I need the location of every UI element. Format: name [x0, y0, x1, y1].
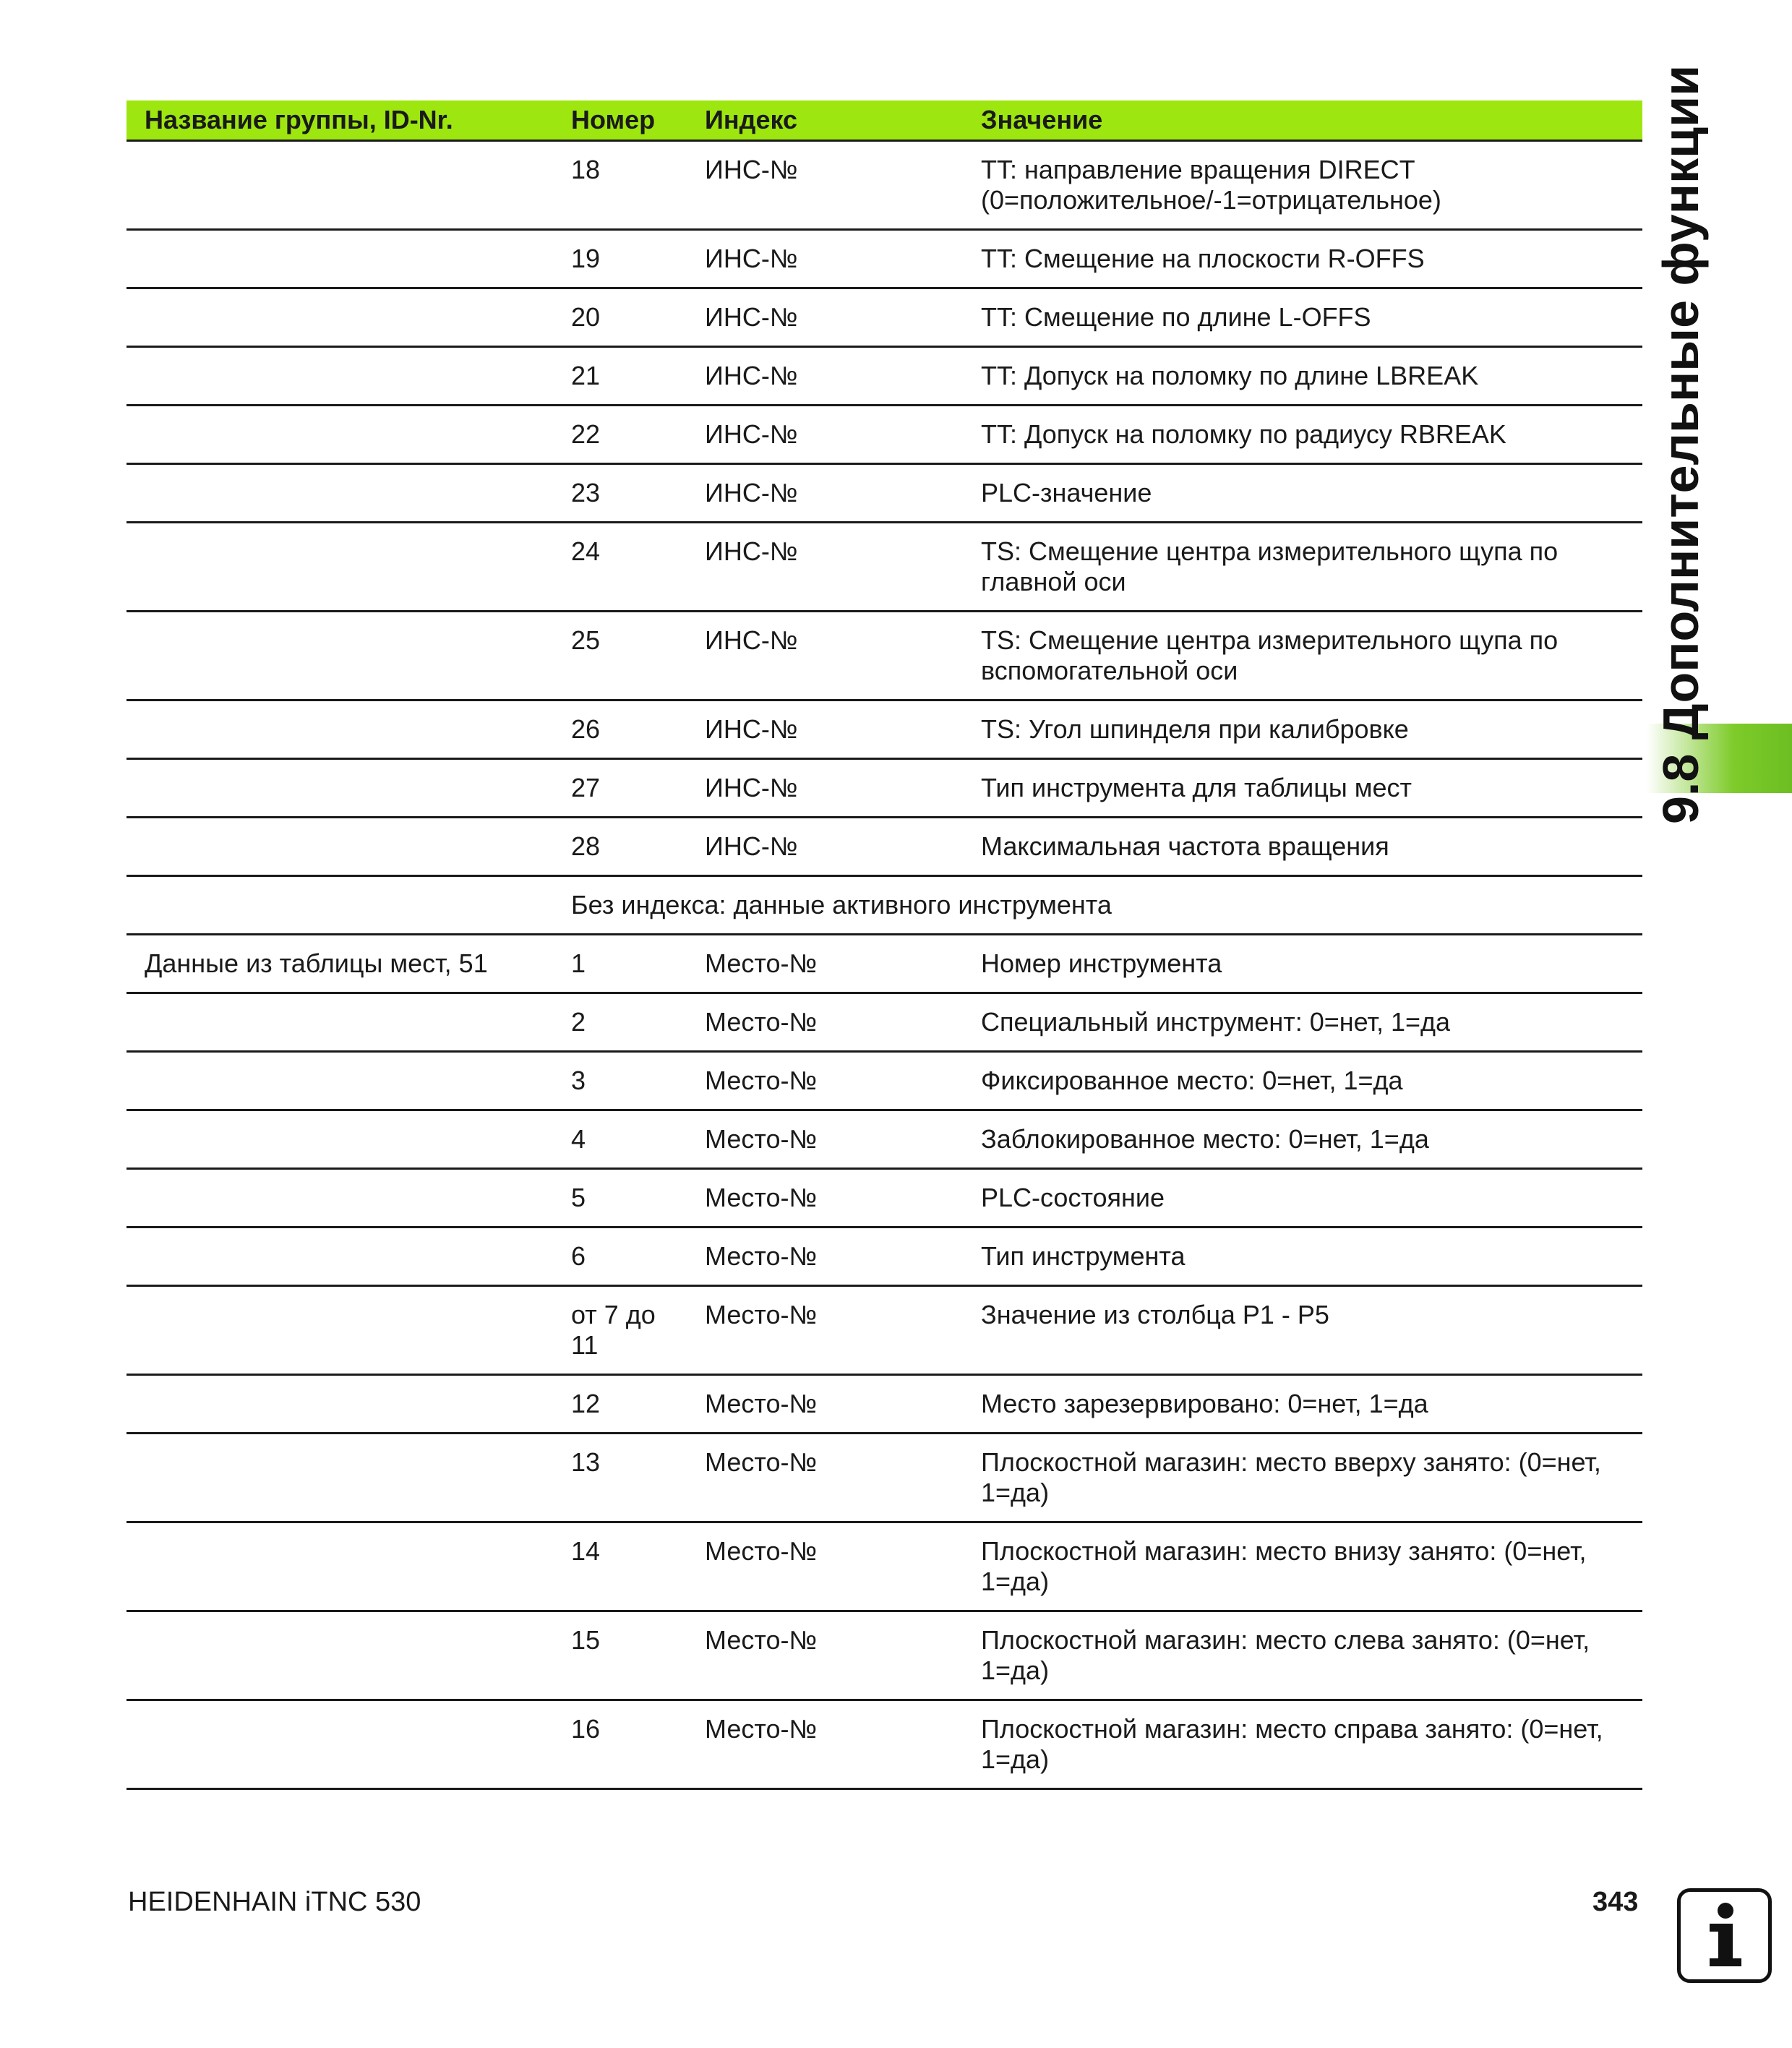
cell-value: Максимальная частота вращения	[981, 831, 1389, 861]
cell-group	[127, 302, 553, 333]
cell-group	[127, 890, 553, 920]
chapter-title: 9.8 Дополнительные функции	[1652, 64, 1709, 824]
cell-index: Место-№	[705, 1714, 818, 1744]
cell-value: TT: Допуск на поломку по длине LBREAK	[981, 361, 1479, 390]
cell-group	[127, 419, 553, 450]
info-icon	[1677, 1888, 1772, 1983]
cell-index: ИНС-№	[705, 302, 798, 332]
cell-index: ИНС-№	[705, 714, 798, 744]
table-row	[127, 465, 1642, 523]
table-row	[127, 406, 1642, 465]
table-row	[127, 1111, 1642, 1170]
cell-value: PLC-состояние	[981, 1183, 1165, 1212]
cell-group	[127, 1007, 553, 1037]
cell-value: Плоскостной магазин: место справа занято: (0=нет, 1=да)	[981, 1714, 1603, 1774]
cell-number: 19	[571, 244, 601, 273]
cell-index: Место-№	[705, 1124, 818, 1154]
cell-index: ИНС-№	[705, 831, 798, 861]
table-row	[127, 994, 1642, 1053]
cell-number: 3	[571, 1066, 586, 1095]
table-row	[127, 1170, 1642, 1228]
span-note: Без индекса: данные активного инструмента	[571, 890, 1112, 920]
cell-group	[127, 714, 553, 745]
cell-number: 21	[571, 361, 601, 390]
table-row	[127, 1523, 1642, 1612]
cell-group	[127, 1714, 553, 1775]
cell-index: Место-№	[705, 1536, 818, 1566]
cell-number: 26	[571, 714, 601, 744]
cell-index: ИНС-№	[705, 536, 798, 566]
cell-value: Тип инструмента для таблицы мест	[981, 773, 1412, 802]
cell-group	[127, 1447, 553, 1508]
cell-group	[127, 1124, 553, 1154]
table-row	[127, 1701, 1642, 1790]
cell-value: Место зарезервировано: 0=нет, 1=да	[981, 1389, 1428, 1418]
cell-group	[127, 831, 553, 862]
cell-index: ИНС-№	[705, 625, 798, 655]
page-number: 343	[1592, 1887, 1639, 1917]
cell-value: TS: Смещение центра измерительного щупа по вспомогательной оси	[981, 625, 1559, 685]
cell-index: ИНС-№	[705, 155, 798, 184]
cell-number: 23	[571, 478, 601, 507]
table-span-row	[127, 877, 1642, 935]
cell-number: 16	[571, 1714, 601, 1744]
cell-group	[127, 1066, 553, 1096]
cell-number: 12	[571, 1389, 601, 1418]
table-row	[127, 142, 1642, 231]
cell-value: Тип инструмента	[981, 1241, 1186, 1271]
cell-value: PLC-значение	[981, 478, 1152, 507]
cell-number: 22	[571, 419, 601, 449]
cell-index: Место-№	[705, 1625, 818, 1655]
cell-value: Номер инструмента	[981, 948, 1222, 978]
table-row	[127, 1612, 1642, 1701]
header-number: Номер	[571, 105, 656, 134]
table-row	[127, 760, 1642, 818]
table-row	[127, 1053, 1642, 1111]
table-row	[127, 1287, 1642, 1376]
cell-group	[127, 1625, 553, 1686]
cell-group	[127, 1241, 553, 1272]
cell-group	[127, 478, 553, 508]
cell-group	[127, 1183, 553, 1213]
cell-number: 24	[571, 536, 601, 566]
cell-group	[127, 1536, 553, 1597]
table-header-row	[127, 100, 1642, 142]
cell-index: Место-№	[705, 1241, 818, 1271]
cell-number: 20	[571, 302, 601, 332]
cell-number: 27	[571, 773, 601, 802]
table-row	[127, 523, 1642, 612]
cell-value: Плоскостной магазин: место слева занято: (0=нет, 1=да)	[981, 1625, 1590, 1685]
cell-index: ИНС-№	[705, 244, 798, 273]
cell-group: Данные из таблицы мест, 51	[145, 948, 488, 978]
cell-value: Заблокированное место: 0=нет, 1=да	[981, 1124, 1429, 1154]
cell-group	[127, 1389, 553, 1419]
cell-number: 5	[571, 1183, 586, 1212]
header-group: Название группы, ID-Nr.	[145, 105, 453, 134]
cell-value: TT: Допуск на поломку по радиусу RBREAK	[981, 419, 1506, 449]
table-row	[127, 1376, 1642, 1434]
table-row	[127, 935, 1642, 994]
cell-index: Место-№	[705, 1066, 818, 1095]
footer-product: HEIDENHAIN iTNC 530	[128, 1887, 421, 1917]
cell-index: ИНС-№	[705, 419, 798, 449]
cell-number: 4	[571, 1124, 586, 1154]
cell-number: от 7 до 11	[571, 1300, 656, 1360]
cell-value: TT: Смещение на плоскости R-OFFS	[981, 244, 1425, 273]
cell-value: Плоскостной магазин: место внизу занято: (0=нет, 1=да)	[981, 1536, 1587, 1596]
table-row	[127, 1228, 1642, 1287]
table-row	[127, 1434, 1642, 1523]
cell-index: Место-№	[705, 1389, 818, 1418]
cell-number: 14	[571, 1536, 601, 1566]
cell-index: Место-№	[705, 1447, 818, 1477]
parameter-table	[127, 100, 1642, 1790]
cell-number: 13	[571, 1447, 601, 1477]
cell-group	[127, 361, 553, 391]
cell-group	[127, 155, 553, 215]
cell-value: Фиксированное место: 0=нет, 1=да	[981, 1066, 1403, 1095]
cell-value: TT: Смещение по длине L-OFFS	[981, 302, 1371, 332]
cell-group	[127, 244, 553, 274]
cell-index: Место-№	[705, 948, 818, 978]
cell-number: 25	[571, 625, 601, 655]
table-row	[127, 612, 1642, 701]
cell-number: 2	[571, 1007, 586, 1037]
cell-number: 28	[571, 831, 601, 861]
table-row	[127, 701, 1642, 760]
cell-index: ИНС-№	[705, 478, 798, 507]
table-row	[127, 348, 1642, 406]
cell-number: 6	[571, 1241, 586, 1271]
cell-index: Место-№	[705, 1007, 818, 1037]
cell-index: Место-№	[705, 1183, 818, 1212]
cell-value: Специальный инструмент: 0=нет, 1=да	[981, 1007, 1451, 1037]
cell-index: ИНС-№	[705, 361, 798, 390]
cell-group	[127, 1300, 553, 1361]
cell-value: TT: направление вращения DIRECT (0=положительное/-1=отрицательное)	[981, 155, 1441, 215]
table-row	[127, 818, 1642, 877]
cell-number: 1	[571, 948, 586, 978]
table-row	[127, 231, 1642, 289]
cell-value: Плоскостной магазин: место вверху занято: (0=нет, 1=да)	[981, 1447, 1601, 1507]
header-value: Значение	[981, 105, 1103, 134]
cell-number: 15	[571, 1625, 601, 1655]
cell-value: TS: Угол шпинделя при калибровке	[981, 714, 1409, 744]
cell-number: 18	[571, 155, 601, 184]
cell-index: ИНС-№	[705, 773, 798, 802]
header-index: Индекс	[705, 105, 798, 134]
cell-group	[127, 625, 553, 686]
cell-group	[127, 773, 553, 803]
cell-value: Значение из столбца P1 - P5	[981, 1300, 1329, 1329]
cell-index: Место-№	[705, 1300, 818, 1329]
cell-value: TS: Смещение центра измерительного щупа по главной оси	[981, 536, 1559, 596]
table-row	[127, 289, 1642, 348]
cell-group	[127, 536, 553, 597]
